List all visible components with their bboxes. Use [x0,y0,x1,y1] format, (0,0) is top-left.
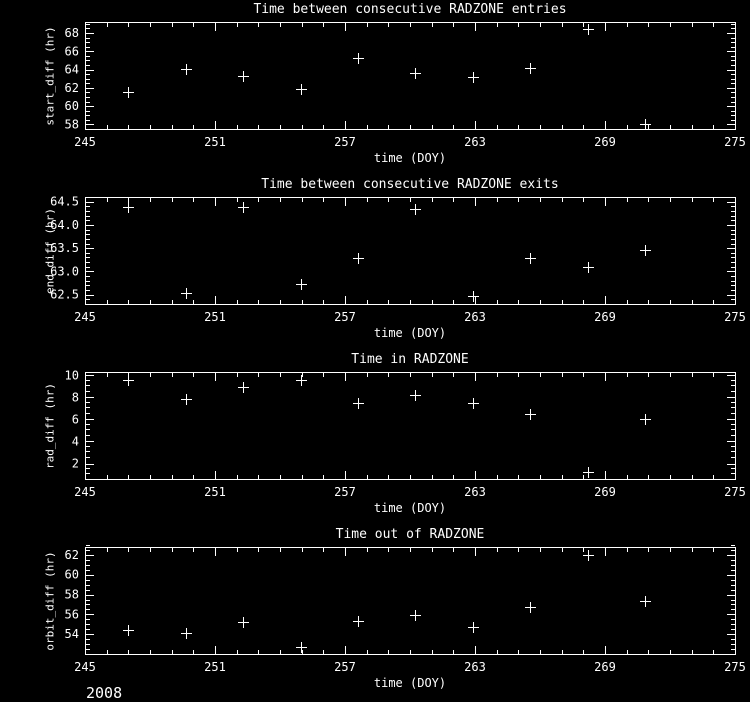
plot-canvas [0,350,750,525]
x-tick-label: 275 [724,310,746,324]
x-axis-label: time (DOY) [373,501,447,515]
subplot-radzone-entries [0,0,750,175]
x-tick-label: 269 [594,660,616,674]
y-tick-label: 8 [71,390,79,405]
x-tick-label: 263 [464,485,486,499]
y-tick-label: 68 [64,25,79,40]
y-tick-label: 62.5 [50,287,79,302]
x-tick-label: 275 [724,135,746,149]
plot-frame [86,548,736,655]
plot-canvas [0,525,750,700]
data-points [123,550,651,653]
axis-ticks [86,198,736,305]
plot-title: Time out of RADZONE [335,527,485,542]
y-tick-label: 4 [71,434,79,449]
x-tick-label: 251 [204,310,226,324]
x-tick-label: 251 [204,660,226,674]
y-tick-label: 60 [64,567,79,582]
y-tick-label: 62 [64,80,79,95]
y-tick-label: 62 [64,547,79,562]
x-tick-label: 245 [74,660,96,674]
x-tick-label: 263 [464,135,486,149]
y-axis-label: end_diff (hr) [43,207,57,295]
y-tick-label: 2 [71,456,79,471]
x-tick-label: 269 [594,135,616,149]
y-axis-label: rad_diff (hr) [43,382,57,470]
plot-title: Time in RADZONE [351,352,469,367]
axis-ticks [86,23,736,130]
x-tick-label: 251 [204,485,226,499]
plot-frame [86,373,736,480]
subplot-time-out-of-radzone [0,525,750,700]
x-tick-label: 275 [724,485,746,499]
y-tick-label: 58 [64,587,79,602]
x-tick-label: 257 [334,310,356,324]
x-tick-label: 245 [74,310,96,324]
plot-canvas [0,0,750,175]
x-axis-label: time (DOY) [373,676,447,690]
x-tick-label: 263 [464,660,486,674]
x-tick-label: 269 [594,310,616,324]
x-tick-label: 251 [204,135,226,149]
x-tick-label: 275 [724,660,746,674]
y-tick-label: 54 [64,627,79,642]
y-tick-label: 56 [64,607,79,622]
x-tick-label: 263 [464,310,486,324]
x-tick-label: 269 [594,485,616,499]
x-tick-label: 257 [334,660,356,674]
y-tick-label: 64 [64,62,79,77]
x-axis-label: time (DOY) [373,151,447,165]
data-points [123,24,651,130]
y-axis-label: orbit_diff (hr) [43,551,57,651]
y-tick-label: 58 [64,117,79,132]
x-tick-label: 257 [334,485,356,499]
data-points [123,375,651,478]
axis-ticks [86,546,736,655]
y-tick-label: 6 [71,412,79,427]
y-tick-label: 63.0 [50,264,79,279]
y-axis-label: start_diff (hr) [43,26,57,126]
plot-canvas [0,175,750,350]
y-tick-label: 63.5 [50,241,79,256]
y-tick-label: 64.5 [50,194,79,209]
y-tick-label: 10 [64,368,79,383]
axis-ticks [86,373,736,480]
x-axis-label: time (DOY) [373,326,447,340]
year-label: 2008 [86,684,123,702]
data-points [123,202,651,302]
plot-frame [86,23,736,130]
x-tick-label: 257 [334,135,356,149]
plot-frame [86,198,736,305]
x-tick-label: 245 [74,485,96,499]
x-tick-label: 245 [74,135,96,149]
plot-title: Time between consecutive RADZONE exits [261,177,559,192]
y-tick-label: 64.0 [50,217,79,232]
plot-title: Time between consecutive RADZONE entries [253,2,567,17]
y-tick-label: 66 [64,44,79,59]
y-tick-label: 60 [64,99,79,114]
subplot-radzone-exits [0,175,750,350]
subplot-time-in-radzone [0,350,750,525]
